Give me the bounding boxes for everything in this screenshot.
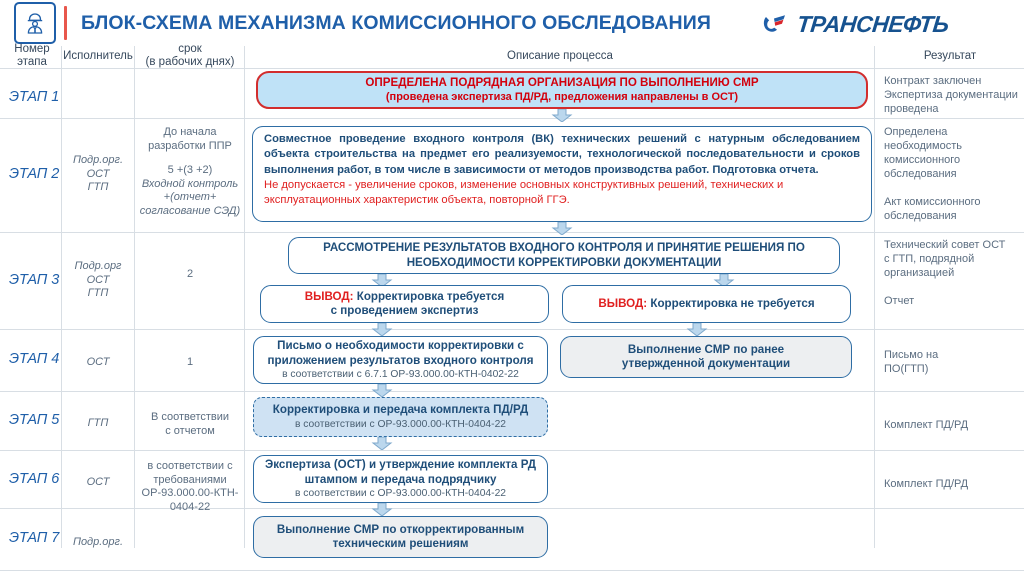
result-1-line3: проведена: [884, 103, 939, 115]
column-header-term-line1: срок: [178, 43, 202, 55]
stage5-line2: в соответствии с ОР-93.000.00-КТН-0404-22: [294, 418, 507, 430]
stage-label-2: ЭТАП 2: [9, 166, 60, 182]
stage-label-1: ЭТАП 1: [9, 89, 60, 105]
stage4-letter-line1: Письмо о необходимости корректировки с: [277, 339, 524, 352]
row-divider-7: [0, 570, 1024, 571]
column-header-process: [246, 50, 874, 63]
result-1-line2: Экспертиза документации: [884, 89, 1018, 101]
performer-cell-7: Подр.орг.: [72, 536, 124, 548]
result-cell-1: [884, 74, 1024, 116]
performer-3-line1: Подр.орг: [74, 260, 122, 272]
column-header-performer-text: Исполнитель: [63, 50, 133, 62]
stage4-letter-line3: в соответствии с 6.7.1 ОР-93.000.00-КТН-0402-22: [282, 369, 519, 380]
process-box-stage7-smr-corrected[interactable]: [253, 516, 548, 558]
term-5-line1: В соответствии: [150, 411, 230, 423]
column-header-performer: [62, 50, 134, 63]
performer-2-line3: ГТП: [87, 181, 109, 193]
term-6-line1: в соответствии с: [147, 460, 233, 472]
term-2-line6: +(отчет+: [163, 191, 217, 203]
term-cell-6: [136, 460, 244, 514]
col-divider-4: [874, 46, 875, 548]
term-6-line2: требованиями: [153, 473, 227, 486]
process-box-stage1[interactable]: [256, 71, 868, 109]
stage6-line2: штампом и передача подрядчику: [304, 472, 497, 486]
process-box-stage6-expertise-approval[interactable]: [253, 455, 548, 503]
col-divider-2: [134, 46, 135, 548]
column-header-stage: [4, 43, 60, 69]
result-cell-5: Комплект ПД/РД: [884, 419, 969, 431]
term-cell-4: 1: [186, 356, 194, 368]
result-2-line2: необходимость: [884, 140, 963, 152]
stage7-line1: Выполнение СМР по откорректированным: [276, 522, 525, 536]
stage-label-5: ЭТАП 5: [9, 412, 60, 428]
term-6-line3: ОР-93.000.00-КТН-: [141, 487, 239, 499]
arrow-2-to-3: [551, 222, 573, 235]
column-header-process-text: Описание процесса: [507, 50, 613, 62]
row-divider-4: [0, 391, 1024, 392]
column-header-stage-line1: Номер: [14, 43, 50, 55]
column-header-result-text: Результат: [923, 50, 977, 62]
arrow-3right-to-4: [686, 323, 708, 336]
stage4-smr-line1: Выполнение СМР по ранее: [627, 342, 785, 356]
performer-3-line2: ОСТ: [86, 273, 110, 286]
stage-label-4: ЭТАП 4: [9, 351, 60, 367]
result-2-line4: обследования: [884, 168, 957, 180]
column-header-term-line2: (в рабочих днях): [145, 56, 235, 68]
process-box-stage2-para1: Совместное проведение входного контроля (ВК) технических решений с натурным обследованием объекта строительства на предмет его реализуемости, технологической последовательности и сроков выполнения работ, в том числе в зависимости от методов производства работ. Подготовка отчета.: [264, 133, 860, 176]
result-2-line6: Акт комиссионного: [884, 196, 981, 208]
arrow-4-to-5: [371, 384, 393, 397]
header-divider: [64, 6, 67, 40]
term-2-spacer: [136, 153, 244, 164]
process-box-conclusion-correction-not-required[interactable]: [562, 285, 851, 323]
stage6-line1: Экспертиза (ОСТ) и утверждение комплекта РД: [265, 458, 536, 471]
result-2-line1: Определена: [884, 126, 948, 138]
process-box-stage3-line2: НЕОБХОДИМОСТИ КОРРЕКТИРОВКИ ДОКУМЕНТАЦИИ: [406, 255, 722, 269]
performer-2-line2: ОСТ: [86, 167, 110, 180]
page-title: БЛОК-СХЕМА МЕХАНИЗМА КОМИССИОННОГО ОБСЛЕДОВАНИЯ: [81, 11, 711, 34]
term-2-line4: 5 +(3 +2): [167, 164, 213, 176]
result-3-line2: с ГТП, подрядной: [884, 253, 975, 265]
result-2-line7: обследования: [884, 210, 957, 222]
stage4-smr-line2: утвержденной документации: [621, 357, 791, 370]
result-2-line3: комиссионного: [884, 154, 961, 166]
row-divider-1: [0, 118, 1024, 119]
process-box-conclusion-correction-required[interactable]: [260, 285, 549, 323]
process-box-stage3-header[interactable]: [288, 237, 840, 274]
arrow-3left-to-4: [371, 323, 393, 336]
conclusion-right-rest: Корректировка не требуется: [647, 296, 815, 310]
performer-cell-2: [62, 154, 134, 195]
conclusion-right-line1: [598, 297, 814, 312]
stage5-line1: Корректировка и передача комплекта ПД/РД: [272, 403, 529, 417]
process-box-stage2-para2: Не допускается - увеличение сроков, изменение основных конструктивных решений, технических и эксплуатационных характеристик объекта, повторной ГГЭ.: [264, 178, 784, 207]
conclusion-right-label: ВЫВОД:: [598, 296, 648, 310]
process-box-stage5-correction-transfer[interactable]: [253, 397, 548, 437]
term-6-line4: 0404-22: [169, 500, 211, 513]
row-divider-3: [0, 329, 1024, 330]
term-cell-3: 2: [186, 268, 194, 280]
result-cell-6: Комплект ПД/РД: [884, 478, 969, 490]
arrow-6-to-7: [371, 503, 393, 516]
result-2-spacer: [884, 181, 1024, 195]
stage6-line3: в соответствии с ОР-93.000.00-КТН-0404-22: [294, 488, 507, 499]
performer-2-line1: Подр.орг.: [72, 154, 124, 166]
process-box-stage1-line2: (проведена экспертиза ПД/РД, предложения направлены в ОСТ): [385, 90, 739, 103]
process-box-stage1-line1: ОПРЕДЕЛЕНА ПОДРЯДНАЯ ОРГАНИЗАЦИЯ ПО ВЫПОЛНЕНИЮ СМР: [365, 76, 759, 90]
performer-cell-3: [62, 260, 134, 301]
term-cell-5: [136, 411, 244, 438]
result-cell-4: [884, 348, 1024, 376]
transneft-logo: [762, 8, 958, 40]
term-cell-2: [136, 126, 244, 218]
result-3-line1: Технический совет ОСТ: [884, 239, 1006, 251]
process-box-stage2[interactable]: [252, 126, 872, 222]
conclusion-left-line2: с проведением экспертиз: [330, 304, 479, 317]
arrow-5-to-6: [371, 437, 393, 450]
result-3-line3: организацией: [884, 267, 955, 279]
process-box-stage4-smr-existing-docs[interactable]: [560, 336, 852, 378]
term-5-line2: с отчетом: [165, 424, 215, 437]
term-2-line1: До начала: [163, 126, 217, 138]
row-divider-2: [0, 232, 1024, 233]
result-4-line1: Письмо на: [884, 349, 939, 361]
row-divider-5: [0, 450, 1024, 451]
performer-cell-6: ОСТ: [86, 476, 110, 488]
stage-label-6: ЭТАП 6: [9, 471, 60, 487]
conclusion-left-label: ВЫВОД:: [304, 289, 354, 303]
column-header-stage-line2: этапа: [17, 56, 47, 68]
logo-text: ТРАНСНЕФТЬ: [795, 10, 950, 37]
term-2-line7: согласование СЭД): [139, 204, 241, 217]
result-cell-3: [884, 238, 1024, 308]
flowchart-table: [0, 43, 1024, 574]
performer-cell-5: ГТП: [87, 417, 109, 429]
conclusion-left-line1: [305, 290, 505, 305]
result-3-line5: Отчет: [884, 295, 915, 307]
column-header-term: [136, 43, 244, 69]
col-divider-3: [244, 46, 245, 548]
process-box-stage4-letter[interactable]: [253, 336, 548, 384]
term-2-line2: разработки ППР: [148, 139, 232, 152]
result-cell-2: [884, 125, 1024, 223]
result-3-spacer: [884, 280, 1024, 294]
stage4-letter-line2: приложением результатов входного контроля: [267, 353, 534, 367]
stage-label-7: ЭТАП 7: [9, 530, 60, 546]
performer-3-line3: ГТП: [87, 287, 109, 299]
column-header-result: [876, 50, 1024, 63]
result-1-line1: Контракт заключен: [884, 75, 982, 87]
stage-label-3: ЭТАП 3: [9, 272, 60, 288]
stage7-line2: техническим решениям: [332, 537, 469, 550]
performer-cell-4: ОСТ: [86, 356, 110, 368]
process-box-stage3-line1: РАССМОТРЕНИЕ РЕЗУЛЬТАТОВ ВХОДНОГО КОНТРОЛЯ И ПРИНЯТИЕ РЕШЕНИЯ ПО: [323, 241, 805, 254]
worker-helmet-icon: [14, 2, 56, 44]
result-4-line2: ПО(ГТП): [884, 363, 929, 375]
conclusion-left-rest: Корректировка требуется: [353, 289, 505, 303]
arrow-1-to-2: [551, 109, 573, 122]
term-2-line5: Входной контроль: [141, 177, 239, 190]
